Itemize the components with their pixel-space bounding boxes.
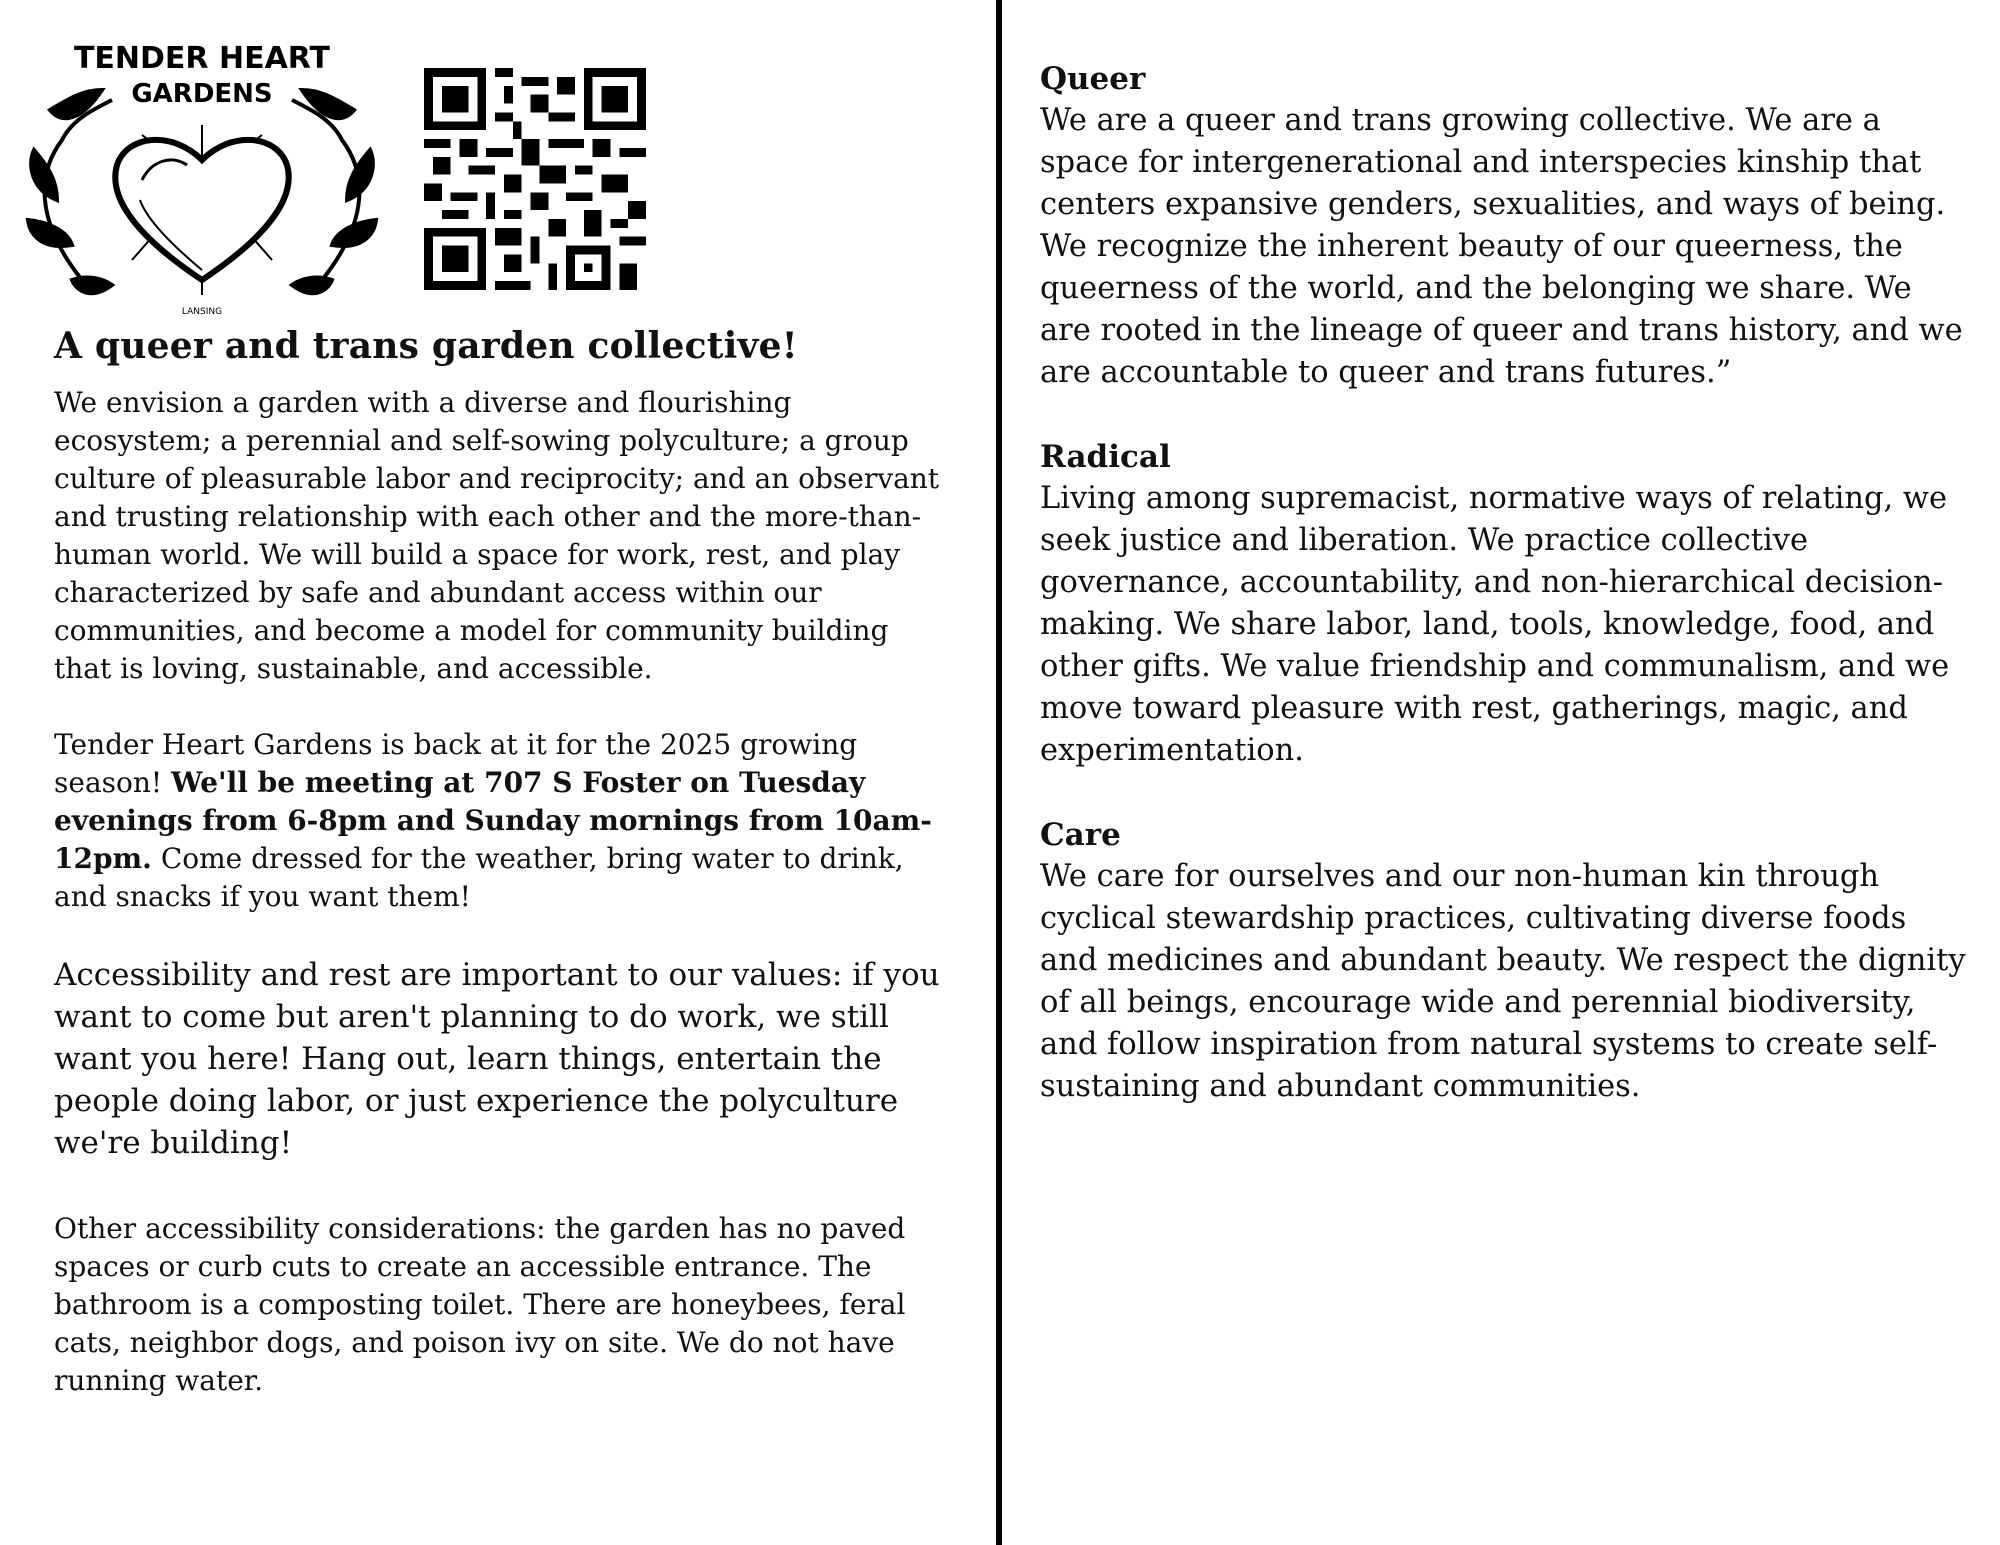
left-column xyxy=(54,325,954,1438)
other-considerations-paragraph: Other accessibility considerations: the garden has no paved spaces or curb cuts to create an accessible entrance. The bathroom is a composting toilet. There are honeybees, feral cats, neighbor dogs, and poison ivy on site. We do not have running water. xyxy=(54,1212,906,1398)
section-body: Living among supremacist, normative ways of relating, we seek justice and liberation. We practice collective governance, accountability, and non-hierarchical decision-making. We share labor, land, tools, knowledge, food, and other gifts. We value friendship and communalism, and we move toward pleasure with rest, gatherings, magic, and experimentation. xyxy=(1040,481,1950,768)
meeting-times: We'll be meeting at 707 S Foster on Tuesday evenings from 6-8pm and Sunday mornings from 10am-12pm. xyxy=(54,766,932,876)
center-divider xyxy=(996,0,1002,1545)
section-title: Queer xyxy=(1040,61,1146,97)
section-body: We care for ourselves and our non-human kin through cyclical stewardship practices, cultivating diverse foods and medicines and abundant beauty. We respect the dignity of all beings, encourage wide and perennial biodiversity, and follow inspiration from natural systems to create self-sustaining and abundant communities. xyxy=(1040,859,1966,1104)
section-radical xyxy=(1040,436,1970,772)
vision-paragraph: We envision a garden with a diverse and flourishing ecosystem; a perennial and self-sowing polyculture; a group culture of pleasurable labor and reciprocity; and an observant and trusting relationship with each other and the more-than-human world. We will build a space for work, rest, and play characterized by safe and abundant access within our communities, and become a model for community building that is loving, sustainable, and accessible. xyxy=(54,386,940,686)
section-queer xyxy=(1040,58,1970,394)
section-title: Radical xyxy=(1040,439,1171,475)
logo-title-line2: GARDENS xyxy=(131,79,273,109)
section-body: We are a queer and trans growing collective. We are a space for intergenerational and interspecies kinship that centers expansive genders, sexualities, and ways of being. We recognize the inherent beauty of our queerness, the queerness of the world, and the belonging we share. We are rooted in the lineage of queer and trans history, and we are accountable to queer and trans futures.” xyxy=(1040,103,1963,390)
accessibility-paragraph: Accessibility and rest are important to our values: if you want to come but aren't planning to do work, we still want you here! Hang out, learn things, entertain the people doing labor, or just experience the polyculture we're building! xyxy=(54,957,940,1162)
section-title: Care xyxy=(1040,817,1121,853)
logo-title-line1: TENDER HEART xyxy=(73,41,331,76)
season-paragraph xyxy=(54,726,954,916)
season-outro: Come dressed for the weather, bring water to drink, and snacks if you want them! xyxy=(54,842,904,914)
page-title: A queer and trans garden collective! xyxy=(54,325,798,367)
section-care xyxy=(1040,814,1970,1108)
qr-code-icon[interactable] xyxy=(424,68,646,290)
logo-location: LANSING xyxy=(181,307,223,317)
heart-wreath-icon xyxy=(22,30,382,320)
right-column xyxy=(1040,58,1970,1150)
season-intro: Tender Heart Gardens is back at it for the 2025 growing season! xyxy=(54,728,858,800)
